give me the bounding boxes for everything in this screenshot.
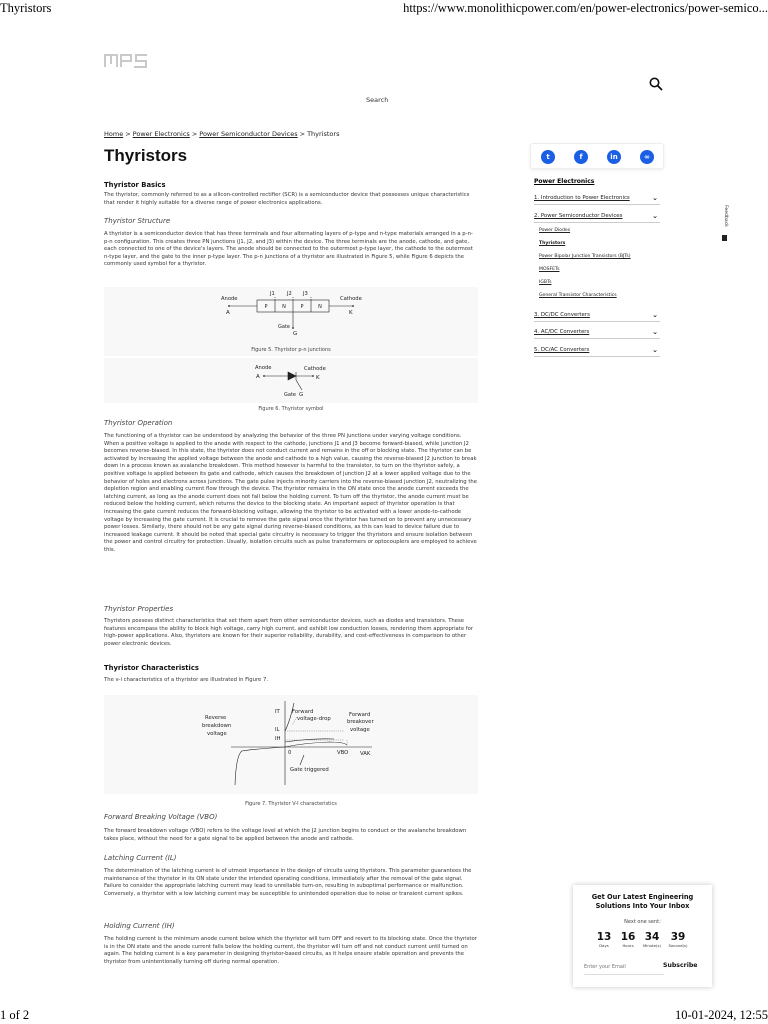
basics-heading: Thyristor Basics xyxy=(104,181,166,189)
fig7-it: IT xyxy=(275,709,280,715)
il-heading: Latching Current (IL) xyxy=(104,854,177,862)
sidebar-section-label: 4. AC/DC Converters xyxy=(534,329,590,335)
print-title: Thyristors xyxy=(0,1,52,15)
characteristics-text: The v-i characteristics of a thyristor are illustrated in Figure 7. xyxy=(104,677,269,683)
sidebar-section-5[interactable] xyxy=(534,345,660,357)
fig5-j2-label: J2 xyxy=(287,291,292,297)
pn-junction-diagram xyxy=(104,287,478,356)
countdown-unit: Second(s) xyxy=(668,943,688,948)
vi-characteristics-diagram xyxy=(104,695,478,794)
fig7-ih: IH xyxy=(275,736,281,742)
fig5-anode-label: Anode xyxy=(221,296,238,302)
fig7-il: IL xyxy=(275,727,280,733)
fig5-j1-label: J1 xyxy=(270,291,275,297)
fig5-a-label: A xyxy=(226,310,230,316)
countdown-value: 13 xyxy=(596,931,612,943)
feedback-icon xyxy=(722,235,727,241)
sidebar-section-3[interactable] xyxy=(534,310,660,322)
sidebar-section-2[interactable] xyxy=(534,211,660,223)
countdown-days xyxy=(593,931,615,948)
email-field[interactable] xyxy=(584,961,664,973)
fig5-g-label: G xyxy=(293,331,298,337)
figure-6-caption: Figure 6. Thyristor symbol xyxy=(258,406,324,412)
chevron-down-icon[interactable]: ⌄ xyxy=(652,346,658,354)
mps-logo-icon[interactable] xyxy=(103,52,149,68)
feedback-label: Feedback xyxy=(723,205,728,227)
feedback-tab[interactable] xyxy=(718,205,728,245)
sidebar-item-bjts[interactable]: Power Bipolar Junction Transistors (BJTs) xyxy=(539,254,631,259)
fig5-j3-label: J3 xyxy=(303,291,308,297)
figure-5-caption: Figure 5. Thyristor p-n junctions xyxy=(251,347,331,353)
fig5-layer-4: N xyxy=(318,304,322,310)
print-url: https://www.monolithicpower.com/en/power-electronics/power-semico... xyxy=(403,1,768,15)
breadcrumb-current: Thyristors xyxy=(307,130,340,138)
search-icon[interactable] xyxy=(649,77,663,91)
fig7-breakover-1: Forward xyxy=(349,712,371,718)
fig7-zero: 0 xyxy=(288,750,292,756)
print-page-number: 1 of 2 xyxy=(0,1008,30,1022)
fig7-breakover-2: breakover xyxy=(347,719,374,725)
print-footer xyxy=(0,1008,768,1024)
countdown-unit: Minute(s) xyxy=(643,943,661,948)
search-link[interactable]: Search xyxy=(366,96,389,104)
ih-text: The holding current is the minimum anode current below which the thyristor will turn OFF and revert to its blocking state. Once the thyristor is in the ON state and the anode current falls below the holding current, the thyristor will turn off and not conduct current until turned on again. The holding current is a key parameter in designing thyristor-based circuits, as it helps ensure stable operation and prevents the thyristor from unintentionally turning off during normal operation. xyxy=(104,936,477,965)
operation-text: The functioning of a thyristor can be understood by analyzing the behavior of the three PN junctions under varying voltage conditions. When a positive voltage is applied to the anode with respect to the cathode, junctions J1 and J3 become forward-biased, while junction J2 becomes reverse-biased. In this state, the thyristor does not conduct current and remains in the off or blocking state. The thyristor can be activated by increasing the applied voltage between the anode and cathode to a high value, causing the reverse-biased J2 junction to break down in a process known as avalanche breakdown. This method however is harmful to the transistor, to turn on the thyristor safely, a positive voltage is applied between its gate and cathode, which causes the breakdown of junction J2 at a lower applied voltage due to the behavior of holes and electrons across junctions. The gate pulse injects minority carriers into the reverse-biased junction J2, neutralizing the depletion region and enabling current flow through the device. The thyristor remains in the ON state once the anode current exceeds the latching current, as long as the anode current does not fall below the holding current. To turn off the thyristor, the anode current must be reduced below the holding current, which returns the device to the blocking state. An important aspect of thyristor operation is that increasing the gate current reduces the forward-blocking voltage, allowing the thyristor to be activated with a lower anode-to-cathode voltage by increasing the gate current. It is crucial to remove the gate signal once the thyristor has turned on to prevent any unnecessary power losses. Similarly, there should not be any gate signal during reverse-biased conditions, as this can lead to device failure due to increased leakage current. It should be noted that special gate circuitry is necessary to trigger the thyristors and ensure isolation between the power and control circuitry for protection. Usually, isolation circuits such as pulse transformers or optocouplers are employed to achieve this. xyxy=(104,433,478,553)
fig7-forward-drop-1: Forward xyxy=(292,709,314,715)
fig7-vak: VAK xyxy=(360,751,371,757)
sidebar-section-1[interactable] xyxy=(534,193,660,205)
vbo-text: The forward breakdown voltage (VBO) refers to the voltage level at which the J2 junction begins to conduct or the avalanche breakdown takes place, without the need for a gate signal to be applied between the anode and cathode. xyxy=(104,828,467,842)
il-text: The determination of the latching current is of utmost importance in the design of circuits using thyristors. This parameter guarantees the maintenance of the thyristor in its ON state under the intended operating conditions, immediately after the removal of the gate signal. Failure to consider the appropriate latching current may lead to unreliable turn-on, resulting in suboptimal performance or malfunction. Conversely, a thyristor with a low latching current may be susceptible to unintended operation due to noise or transient current spikes. xyxy=(104,868,472,897)
chevron-down-icon[interactable]: ⌄ xyxy=(652,194,658,202)
fig5-layer-2: N xyxy=(282,304,286,310)
linkedin-icon[interactable]: in xyxy=(607,150,621,164)
print-datetime: 10-01-2024, 12:55 xyxy=(674,1008,768,1022)
email-underline xyxy=(584,974,664,975)
page-title: Thyristors xyxy=(104,146,188,165)
fig7-forward-drop-2: voltage-drop xyxy=(297,716,331,722)
chevron-down-icon[interactable]: ⌄ xyxy=(652,311,658,319)
fig7-breakover-3: voltage xyxy=(350,727,370,733)
sidebar-section-4[interactable] xyxy=(534,327,660,339)
newsletter-box xyxy=(573,885,712,987)
thyristor-symbol-diagram xyxy=(104,358,478,403)
newsletter-title-line2: Solutions Into Your Inbox xyxy=(595,902,690,910)
fig7-gate-triggered: Gate triggered xyxy=(290,767,329,773)
structure-heading: Thyristor Structure xyxy=(104,217,171,225)
share-bar xyxy=(530,143,664,169)
sidebar-item-power-diodes[interactable]: Power Diodes xyxy=(539,228,571,233)
fig7-reverse-1: Reverse xyxy=(205,715,227,721)
newsletter-title-line1: Get Our Latest Engineering xyxy=(591,893,694,901)
fig7-reverse-2: breakdown xyxy=(202,723,232,729)
newsletter-title xyxy=(573,893,712,911)
twitter-icon[interactable]: t xyxy=(541,150,555,164)
characteristics-heading: Thyristor Characteristics xyxy=(104,664,199,672)
sidebar-item-igbts[interactable]: IGBTs xyxy=(539,280,552,285)
sidebar-item-general-transistor[interactable]: General Transistor Characteristics xyxy=(539,293,617,298)
fig6-k-label: K xyxy=(316,375,320,381)
fig6-g-label: G xyxy=(299,392,304,398)
fig6-anode-label: Anode xyxy=(255,365,272,371)
figure-6 xyxy=(104,358,478,403)
properties-text: Thyristors possess distinct characteristics that set them apart from other semiconductor devices, such as diodes and transistors. These features encompass the ability to block high voltage, carry high current, and exhibit low conduction losses, rendering them appropriate for high-power applications. Also, thyristors are known for their superior reliability, durability, and cost-effectiveness in comparison to other power electronic devices. xyxy=(104,618,474,647)
fig6-cathode-label: Cathode xyxy=(304,366,326,372)
countdown-unit: Days xyxy=(599,943,609,948)
fig6-gate-label: Gate xyxy=(284,392,296,398)
chevron-down-icon[interactable]: ⌄ xyxy=(652,212,658,220)
sidebar-section-label: 3. DC/DC Converters xyxy=(534,312,590,318)
facebook-icon[interactable]: f xyxy=(574,150,588,164)
operation-heading: Thyristor Operation xyxy=(104,419,173,427)
sidebar-section-label: 2. Power Semiconductor Devices xyxy=(534,213,623,219)
link-icon[interactable]: ∞ xyxy=(640,150,654,164)
figure-7-caption: Figure 7. Thyristor V-I characteristics xyxy=(245,801,337,807)
figure-5 xyxy=(104,287,478,356)
fig5-layer-1: P xyxy=(264,304,268,310)
countdown-value: 16 xyxy=(620,931,636,943)
ih-heading: Holding Current (IH) xyxy=(104,922,175,930)
print-header xyxy=(0,0,768,16)
sidebar-item-mosfets[interactable]: MOSFETs xyxy=(539,267,560,272)
breadcrumb-power-electronics[interactable]: Power Electronics xyxy=(132,130,190,138)
properties-heading: Thyristor Properties xyxy=(104,605,174,613)
breadcrumb: Home > Power Electronics > Power Semiconductor Devices > Thyristors xyxy=(104,130,340,138)
breadcrumb-home[interactable]: Home xyxy=(104,130,124,138)
sidebar-title[interactable]: Power Electronics xyxy=(534,178,595,185)
countdown-value: 34 xyxy=(644,931,660,943)
fig7-reverse-3: voltage xyxy=(207,731,227,737)
fig5-layer-3: P xyxy=(300,304,304,310)
fig5-gate-label: Gate xyxy=(278,324,290,330)
fig5-k-label: K xyxy=(349,310,353,316)
breadcrumb-power-semiconductor-devices[interactable]: Power Semiconductor Devices xyxy=(199,130,298,138)
countdown-unit: Hours xyxy=(622,943,634,948)
figure-7 xyxy=(104,695,478,794)
countdown-hours xyxy=(617,931,639,948)
basics-text: The thyristor, commonly referred to as a silicon-controlled rectifier (SCR) is a semiconductor device that possesses unique characteristics that render it highly suitable for a diverse range of power electronics applications. xyxy=(104,192,470,206)
sidebar-item-thyristors[interactable]: Thyristors xyxy=(539,241,566,246)
sidebar-section-label: 5. DC/AC Converters xyxy=(534,347,590,353)
countdown-seconds xyxy=(667,931,689,948)
countdown-minutes xyxy=(641,931,663,948)
vbo-heading: Forward Breaking Voltage (VBO) xyxy=(104,813,218,821)
sidebar-section-label: 1. Introduction to Power Electronics xyxy=(534,195,630,201)
newsletter-next-label: Next one sent: xyxy=(624,919,661,925)
fig7-vbo: VBO xyxy=(337,750,349,756)
chevron-down-icon[interactable]: ⌄ xyxy=(652,328,658,336)
structure-text: A thyristor is a semiconductor device that has three terminals and four alternating layers of p-type and n-type materials arranged in a p-n-p-n configuration. This creates three PN junctions (J1, J2, and J3) within the device. The three terminals are the anode, cathode, and gate, each connected to one of the device's layers. The anode should be connected to the outermost p-type layer, the cathode to the outermost n-type layer, and the gate to the inner p-type layer. The p-n junctions of a thyristor are illustrated in Figure 5, while Figure 6 depicts the commonly used symbol for a thyristor. xyxy=(104,231,473,268)
fig5-cathode-label: Cathode xyxy=(340,296,362,302)
subscribe-button[interactable]: Subscribe xyxy=(663,962,698,969)
fig6-a-label: A xyxy=(256,374,260,380)
countdown-value: 39 xyxy=(670,931,686,943)
